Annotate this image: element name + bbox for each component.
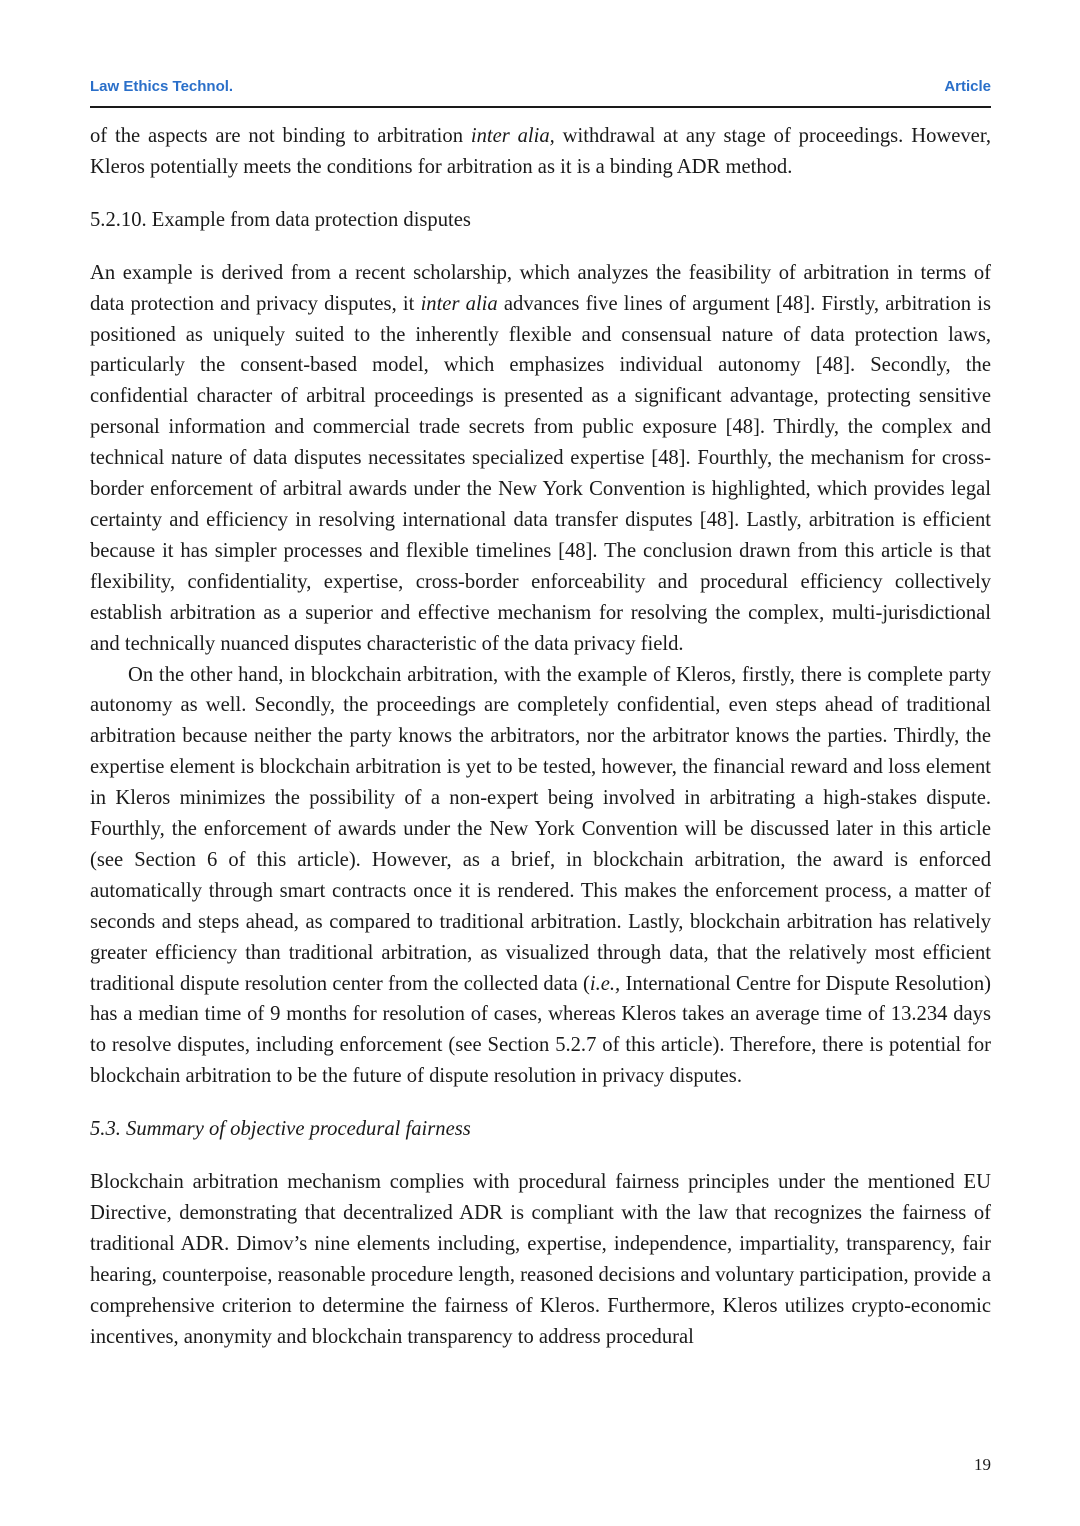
paragraph: of the aspects are not binding to arbitration inter alia, withdrawal at any stage of proceedings. However, Kleros potentially meets the conditions for arbitration as it is a binding ADR method. (90, 125, 991, 178)
section-heading-5-2-10: 5.2.10. Example from data protection disputes (90, 208, 471, 231)
page-body (90, 121, 991, 1353)
section-heading-5-3: 5.3. Summary of objective procedural fairness (90, 1118, 471, 1141)
journal-name: Law Ethics Technol. (90, 78, 234, 95)
page-number: 19 (974, 1455, 991, 1474)
paragraph: Blockchain arbitration mechanism complies with procedural fairness principles under the mentioned EU Directive, demonstrating that decentralized ADR is compliant with the law that recognizes the fairness of traditional ADR. Dimov’s nine elements including, expertise, independence, impartiality, transparency, fair hearing, counterpoise, reasonable procedure length, reasoned decisions and voluntary participation, provide a comprehensive criterion to determine the fairness of Kleros. Furthermore, Kleros utilizes crypto-economic incentives, anonymity and blockchain transparency to address procedural (90, 1171, 991, 1348)
article-type: Article (944, 78, 991, 95)
running-header (90, 76, 991, 108)
paragraph: On the other hand, in blockchain arbitration, with the example of Kleros, firstly, there is complete party autonomy as well. Secondly, the proceedings are completely confidential, even steps ahead of traditional arbitration because neither the party knows the arbitrators, nor the arbitrator knows the parties. Thirdly, the expertise element is blockchain arbitration is yet to be tested, however, the financial reward and loss element in Kleros minimizes the possibility of a non-expert being involved in arbitrating a high-stakes dispute. Fourthly, the enforcement of awards under the New York Convention will be discussed later in this article (see Section 6 of this article). However, as a brief, in blockchain arbitration, the award is enforced automatically through smart contracts once it is rendered. This makes the enforcement process, a matter of seconds and steps ahead, as compared to traditional arbitration. Lastly, blockchain arbitration has relatively greater efficiency than traditional arbitration, as visualized through data, that the relatively most efficient traditional dispute resolution center from the collected data (i.e., International Centre for Dispute Resolution) has a median time of 9 months for resolution of cases, whereas Kleros takes an average time of 13.234 days to resolve disputes, including enforcement (see Section 5.2.7 of this article). Therefore, there is potential for blockchain arbitration to be the future of dispute resolution in privacy disputes. (90, 663, 991, 1088)
paragraph: An example is derived from a recent scholarship, which analyzes the feasibility of arbitration in terms of data protection and privacy disputes, it inter alia advances five lines of argument [48]. Firstly, arbitration is positioned as uniquely suited to the inherently flexible and consensual nature of data protection laws, particularly the consent-based model, which emphasizes individual autonomy [48]. Secondly, the confidential character of arbitral proceedings is presented as a significant advantage, protecting sensitive personal information and commercial trade secrets from public exposure [48]. Thirdly, the complex and technical nature of data disputes necessitates specialized expertise [48]. Fourthly, the mechanism for cross-border enforcement of arbitral awards under the New York Convention is highlighted, which provides legal certainty and efficiency in resolving international data transfer disputes [48]. Lastly, arbitration is efficient because it has simpler processes and flexible timelines [48]. The conclusion drawn from this article is that flexibility, confidentiality, expertise, cross-border enforceability and procedural efficiency collectively establish arbitration as a superior and effective mechanism for resolving the complex, multi-jurisdictional and technically nuanced disputes characteristic of the data privacy field. (90, 261, 991, 655)
